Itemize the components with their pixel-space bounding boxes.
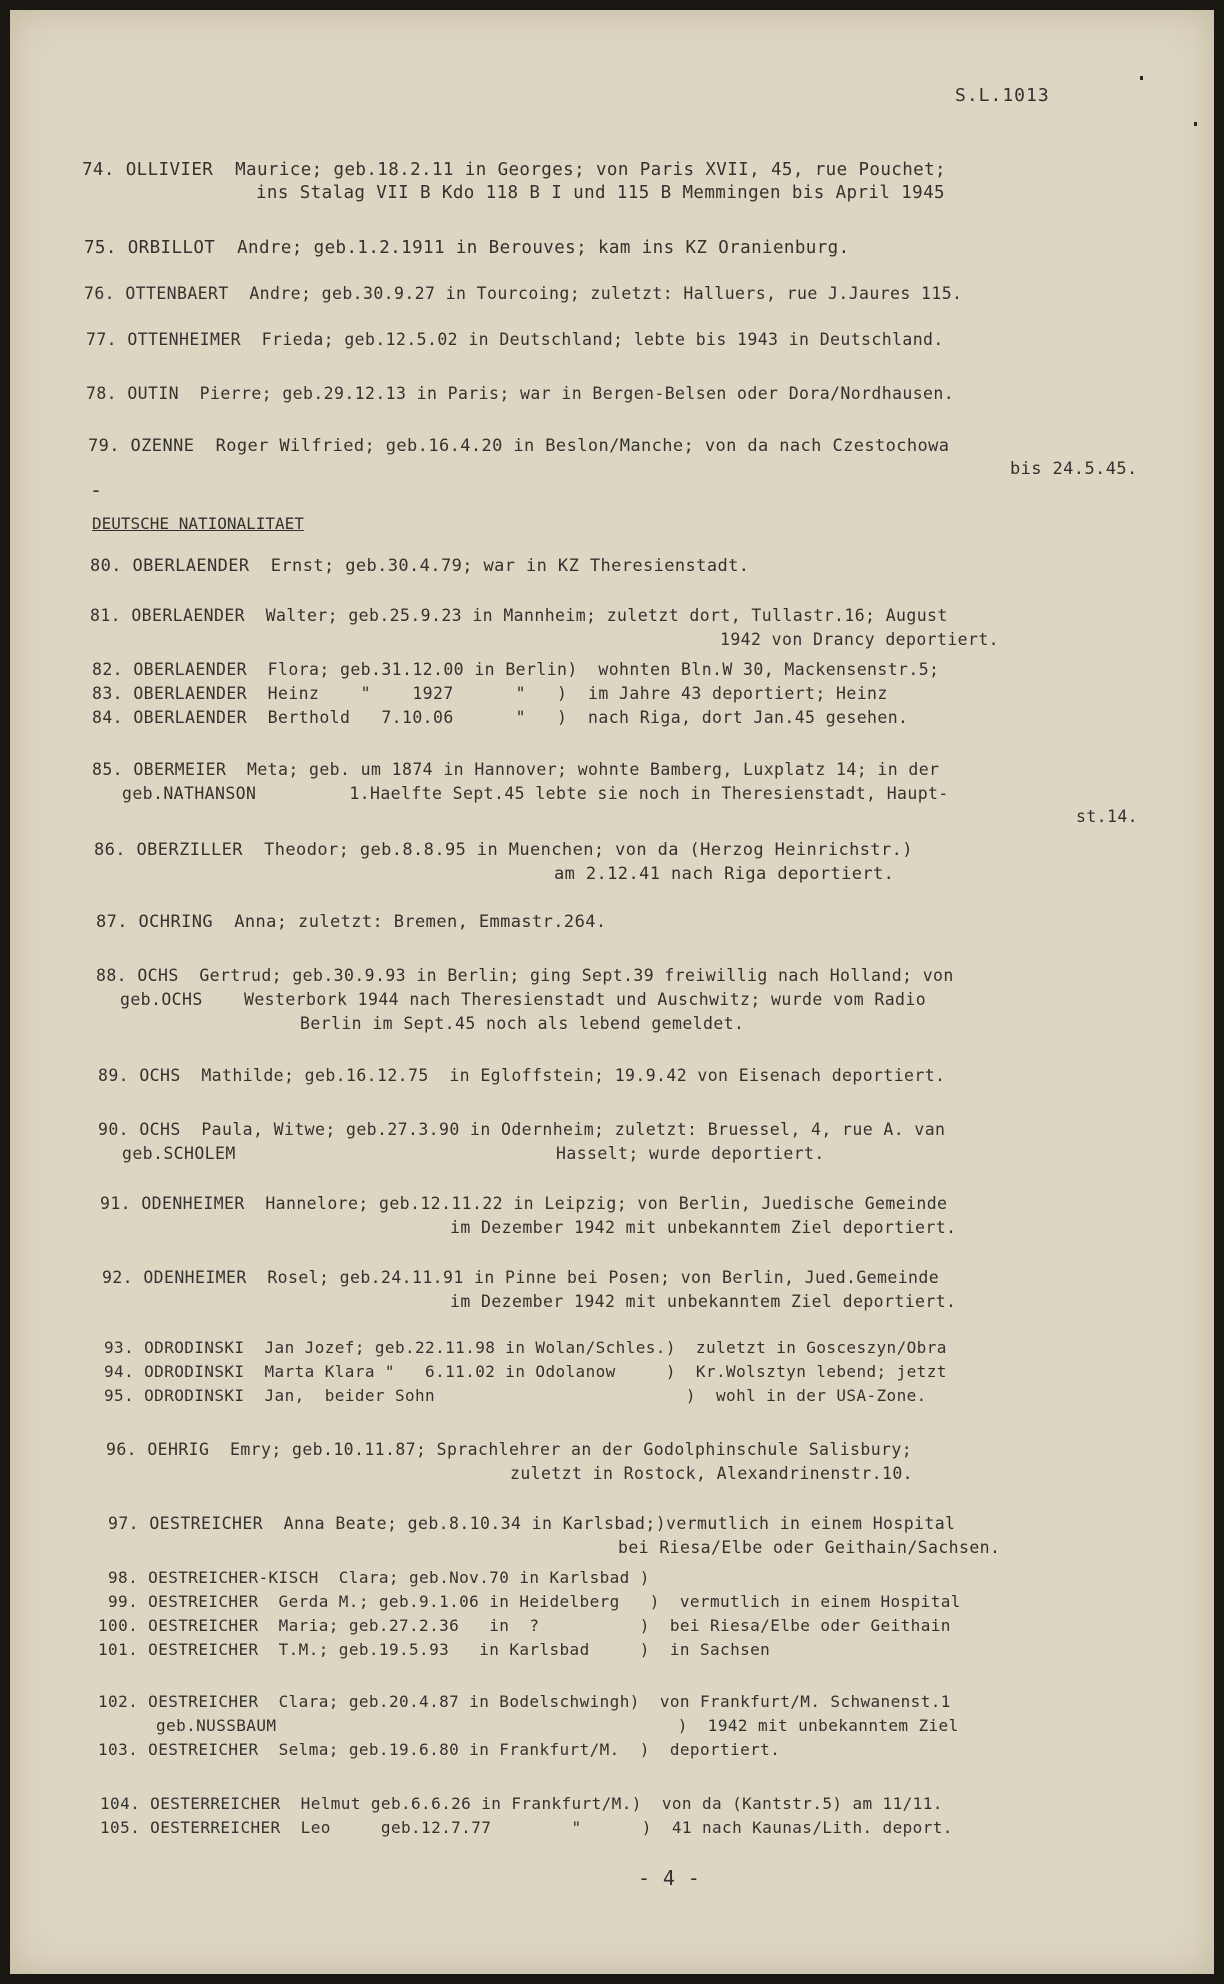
dash-mark: - — [90, 478, 103, 502]
entry-line: 79. OZENNE Roger Wilfried; geb.16.4.20 in Beslon/Manche; von da nach Czestochowa — [88, 436, 950, 456]
entry-line: 81. OBERLAENDER Walter; geb.25.9.23 in Mannheim; zuletzt dort, Tullastr.16; August — [90, 606, 948, 625]
document-page — [10, 10, 1214, 1974]
entry-line: 83. OBERLAENDER Heinz " 1927 " ) im Jahre 43 deportiert; Heinz — [92, 684, 888, 703]
entry-line: 92. ODENHEIMER Rosel; geb.24.11.91 in Pinne bei Posen; von Berlin, Jued.Gemeinde — [102, 1268, 940, 1287]
entry-line: 75. ORBILLOT Andre; geb.1.2.1911 in Berouves; kam ins KZ Oranienburg. — [84, 238, 850, 258]
ink-speck — [1194, 122, 1197, 126]
entry-line: 84. OBERLAENDER Berthold 7.10.06 " ) nach Riga, dort Jan.45 gesehen. — [92, 708, 909, 727]
entry-line: 94. ODRODINSKI Marta Klara " 6.11.02 in Odolanow ) Kr.Wolsztyn lebend; jetzt — [104, 1362, 947, 1381]
entry-line: 88. OCHS Gertrud; geb.30.9.93 in Berlin; ging Sept.39 freiwillig nach Holland; von — [96, 966, 954, 985]
entry-line: geb.NUSSBAUM ) 1942 mit unbekanntem Ziel — [156, 1716, 959, 1735]
entry-line: 105. OESTERREICHER Leo geb.12.7.77 " ) 41 nach Kaunas/Lith. deport. — [100, 1818, 953, 1837]
entry-line: Berlin im Sept.45 noch als lebend gemeldet. — [300, 1014, 745, 1033]
entry-line: geb.NATHANSON 1.Haelfte Sept.45 lebte sie noch in Theresienstadt, Haupt- — [122, 784, 949, 803]
entry-line: bei Riesa/Elbe oder Geithain/Sachsen. — [618, 1538, 1001, 1557]
entry-line: 98. OESTREICHER-KISCH Clara; geb.Nov.70 in Karlsbad ) — [108, 1568, 650, 1587]
entry-line: 101. OESTREICHER T.M.; geb.19.5.93 in Karlsbad ) in Sachsen — [98, 1640, 771, 1659]
entry-line: im Dezember 1942 mit unbekanntem Ziel deportiert. — [450, 1292, 957, 1311]
entry-line: 87. OCHRING Anna; zuletzt: Bremen, Emmastr.264. — [96, 912, 607, 932]
entry-line: 104. OESTERREICHER Helmut geb.6.6.26 in Frankfurt/M.) von da (Kantstr.5) am 11/11. — [100, 1794, 943, 1813]
entry-line: 86. OBERZILLER Theodor; geb.8.8.95 in Muenchen; von da (Herzog Heinrichstr.) — [94, 840, 913, 860]
entry-line: 95. ODRODINSKI Jan, beider Sohn ) wohl in der USA-Zone. — [104, 1386, 927, 1405]
entry-line: 90. OCHS Paula, Witwe; geb.27.3.90 in Odernheim; zuletzt: Bruessel, 4, rue A. van — [98, 1120, 946, 1139]
entry-line: 76. OTTENBAERT Andre; geb.30.9.27 in Tourcoing; zuletzt: Halluers, rue J.Jaures 115. — [84, 284, 963, 303]
entry-line: am 2.12.41 nach Riga deportiert. — [554, 864, 895, 884]
entry-line: 93. ODRODINSKI Jan Jozef; geb.22.11.98 in Wolan/Schles.) zuletzt in Gosceszyn/Obra — [104, 1338, 947, 1357]
entry-line: 103. OESTREICHER Selma; geb.19.6.80 in Frankfurt/M. ) deportiert. — [98, 1740, 781, 1759]
entry-line: 102. OESTREICHER Clara; geb.20.4.87 in Bodelschwingh) von Frankfurt/M. Schwanenst.1 — [98, 1692, 951, 1711]
entry-line: 89. OCHS Mathilde; geb.16.12.75 in Egloffstein; 19.9.42 von Eisenach deportiert. — [98, 1066, 946, 1085]
entry-line: 1942 von Drancy deportiert. — [720, 630, 1000, 649]
entry-line: ins Stalag VII B Kdo 118 B I und 115 B Memmingen bis April 1945 — [256, 183, 945, 203]
page-number: - 4 - — [638, 1866, 701, 1890]
entry-line: 85. OBERMEIER Meta; geb. um 1874 in Hannover; wohnte Bamberg, Luxplatz 14; in der — [92, 760, 940, 779]
reference-code: S.L.1013 — [955, 85, 1050, 106]
entry-line: st.14. — [1076, 807, 1139, 826]
entry-line: 97. OESTREICHER Anna Beate; geb.8.10.34 in Karlsbad;)vermutlich in einem Hospital — [108, 1514, 956, 1533]
entry-line: geb.OCHS Westerbork 1944 nach Theresienstadt und Auschwitz; wurde vom Radio — [120, 990, 927, 1009]
entry-line: 78. OUTIN Pierre; geb.29.12.13 in Paris; war in Bergen-Belsen oder Dora/Nordhausen. — [86, 384, 955, 403]
entry-line: geb.SCHOLEM Hasselt; wurde deportiert. — [122, 1144, 825, 1163]
entry-line: zuletzt in Rostock, Alexandrinenstr.10. — [510, 1464, 914, 1483]
entry-line: 96. OEHRIG Emry; geb.10.11.87; Sprachlehrer an der Godolphinschule Salisbury; — [106, 1440, 913, 1459]
entry-line: 74. OLLIVIER Maurice; geb.18.2.11 in Georges; von Paris XVII, 45, rue Pouchet; — [82, 160, 946, 180]
entry-line: 99. OESTREICHER Gerda M.; geb.9.1.06 in Heidelberg ) vermutlich in einem Hospital — [108, 1592, 961, 1611]
entry-line: bis 24.5.45. — [1010, 459, 1138, 479]
entry-line: 82. OBERLAENDER Flora; geb.31.12.00 in Berlin) wohnten Bln.W 30, Mackensenstr.5; — [92, 660, 940, 679]
section-heading: DEUTSCHE NATIONALITAET — [92, 514, 304, 533]
ink-speck — [1140, 76, 1143, 80]
entry-line: 77. OTTENHEIMER Frieda; geb.12.5.02 in Deutschland; lebte bis 1943 in Deutschland. — [86, 330, 944, 349]
entry-line: 91. ODENHEIMER Hannelore; geb.12.11.22 in Leipzig; von Berlin, Juedische Gemeinde — [100, 1194, 948, 1213]
entry-line: 100. OESTREICHER Maria; geb.27.2.36 in ? ) bei Riesa/Elbe oder Geithain — [98, 1616, 951, 1635]
entry-line: im Dezember 1942 mit unbekanntem Ziel deportiert. — [450, 1218, 957, 1237]
entry-line: 80. OBERLAENDER Ernst; geb.30.4.79; war in KZ Theresienstadt. — [90, 556, 750, 576]
